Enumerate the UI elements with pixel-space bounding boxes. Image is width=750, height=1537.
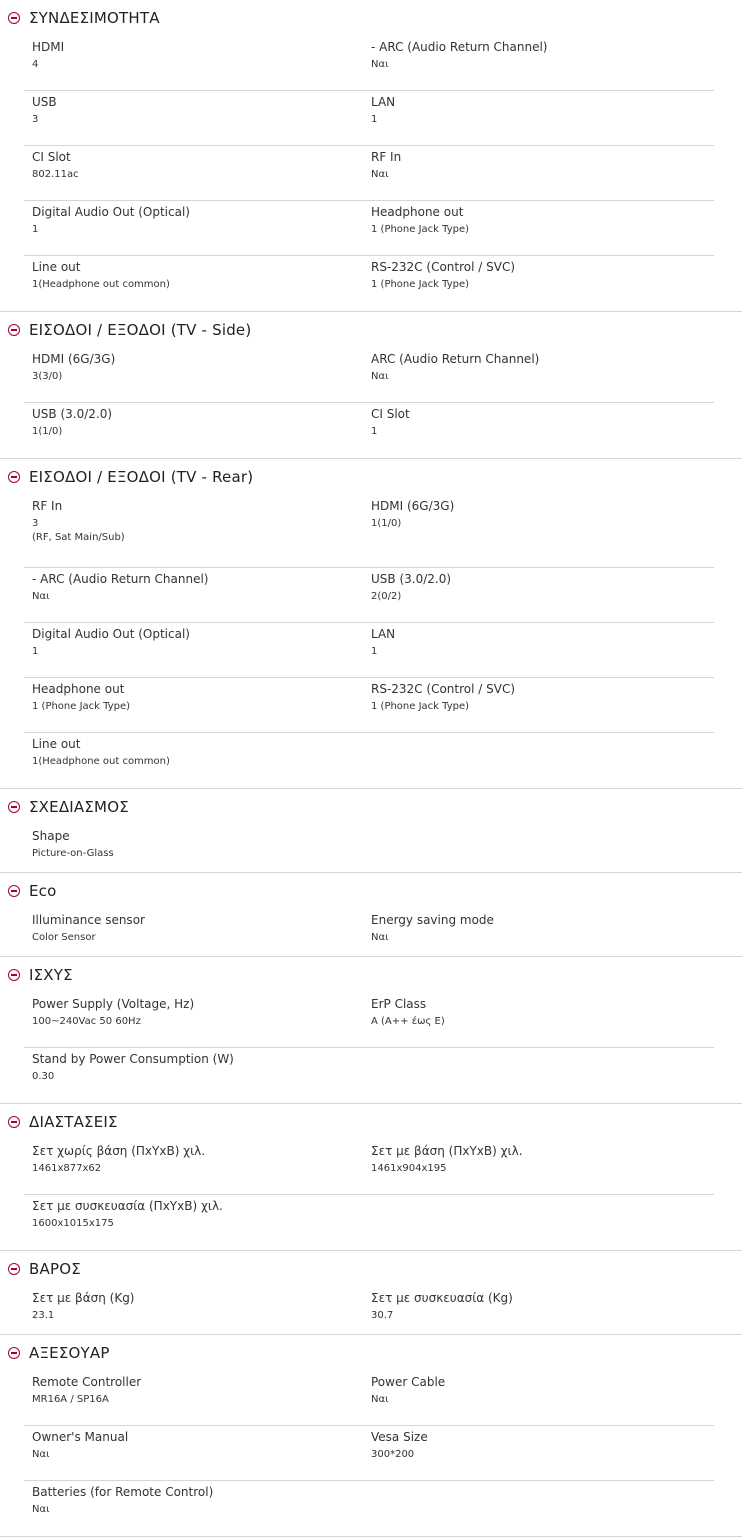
spec-value: 100~240Vac 50 60Hz bbox=[32, 1016, 141, 1027]
spec-label: Digital Audio Out (Optical) bbox=[32, 205, 190, 219]
spec-value: 23.1 bbox=[32, 1310, 55, 1321]
spec-label: Σετ με συσκευασία (ΠxΥxΒ) χιλ. bbox=[32, 1199, 223, 1213]
spec-item bbox=[24, 568, 363, 622]
spec-item bbox=[363, 256, 702, 311]
spec-row bbox=[24, 146, 714, 201]
spec-value: 1 bbox=[371, 426, 378, 437]
spec-item bbox=[24, 146, 363, 200]
spec-item bbox=[24, 201, 363, 255]
spec-label: Illuminance sensor bbox=[32, 913, 145, 927]
minus-circle-icon[interactable] bbox=[8, 969, 20, 981]
spec-value: 3 bbox=[32, 114, 39, 125]
spec-value: 1461x877x62 bbox=[32, 1163, 102, 1174]
section-header[interactable] bbox=[0, 0, 742, 36]
spec-row bbox=[24, 993, 714, 1048]
spec-item-empty bbox=[363, 733, 702, 788]
spec-item bbox=[24, 36, 363, 90]
spec-label: Headphone out bbox=[371, 205, 464, 219]
spec-item bbox=[363, 403, 702, 458]
spec-label: HDMI bbox=[32, 40, 65, 54]
minus-circle-icon[interactable] bbox=[8, 1347, 20, 1359]
spec-item bbox=[24, 91, 363, 145]
spec-label: Power Supply (Voltage, Hz) bbox=[32, 997, 195, 1011]
spec-item bbox=[363, 348, 702, 402]
spec-row bbox=[24, 1426, 714, 1481]
section-title: ΕΙΣΟΔΟΙ / ΕΞΟΔΟΙ (TV - Rear) bbox=[29, 468, 254, 486]
spec-label: LAN bbox=[371, 627, 396, 641]
spec-row bbox=[24, 1048, 714, 1103]
spec-label: Batteries (for Remote Control) bbox=[32, 1485, 214, 1499]
section-header[interactable] bbox=[0, 1335, 742, 1371]
spec-value: Ναι bbox=[371, 371, 389, 382]
spec-rows bbox=[0, 825, 742, 872]
spec-item-empty bbox=[363, 1481, 702, 1536]
spec-value: 1 bbox=[371, 646, 378, 657]
section-header[interactable] bbox=[0, 312, 742, 348]
spec-item bbox=[24, 1195, 363, 1250]
spec-value: 30.7 bbox=[371, 1310, 394, 1321]
spec-row bbox=[24, 678, 714, 733]
spec-label: Owner's Manual bbox=[32, 1430, 129, 1444]
spec-label: CI Slot bbox=[32, 150, 71, 164]
spec-section bbox=[0, 1104, 742, 1251]
spec-row bbox=[24, 1195, 714, 1250]
spec-label: RF In bbox=[371, 150, 402, 164]
spec-item bbox=[363, 568, 702, 622]
spec-rows bbox=[0, 348, 742, 458]
spec-label: Energy saving mode bbox=[371, 913, 494, 927]
spec-value: 1(Headphone out common) bbox=[32, 279, 170, 290]
spec-value: 1 (Phone Jack Type) bbox=[371, 224, 470, 235]
spec-item bbox=[363, 495, 702, 567]
spec-label: RS-232C (Control / SVC) bbox=[371, 682, 515, 696]
spec-label: LAN bbox=[371, 95, 396, 109]
spec-row bbox=[24, 1371, 714, 1426]
section-title: ΙΣΧΥΣ bbox=[29, 966, 73, 984]
spec-row bbox=[24, 495, 714, 568]
spec-label: HDMI (6G/3G) bbox=[32, 352, 116, 366]
spec-label: - ARC (Audio Return Channel) bbox=[32, 572, 209, 586]
spec-item bbox=[24, 623, 363, 677]
spec-label: - ARC (Audio Return Channel) bbox=[371, 40, 548, 54]
spec-item bbox=[363, 909, 702, 956]
spec-rows bbox=[0, 993, 742, 1103]
spec-item-empty bbox=[363, 1048, 702, 1103]
minus-circle-icon[interactable] bbox=[8, 1116, 20, 1128]
spec-value: 3(3/0) bbox=[32, 371, 63, 382]
spec-label: Stand by Power Consumption (W) bbox=[32, 1052, 234, 1066]
spec-value: Ναι bbox=[371, 169, 389, 180]
section-title: ΣΧΕΔΙΑΣΜΟΣ bbox=[29, 798, 129, 816]
spec-section bbox=[0, 1251, 742, 1335]
spec-value: 2(0/2) bbox=[371, 591, 402, 602]
spec-rows bbox=[0, 1140, 742, 1250]
spec-value: Ναι bbox=[371, 59, 389, 70]
spec-section bbox=[0, 873, 742, 957]
spec-rows bbox=[0, 1371, 742, 1536]
minus-circle-icon[interactable] bbox=[8, 471, 20, 483]
section-header[interactable] bbox=[0, 957, 742, 993]
spec-label: Power Cable bbox=[371, 1375, 446, 1389]
spec-item bbox=[24, 495, 363, 567]
spec-value: 802.11ac bbox=[32, 169, 79, 180]
spec-row bbox=[24, 1481, 714, 1536]
section-title: ΒΑΡΟΣ bbox=[29, 1260, 81, 1278]
spec-value: Color Sensor bbox=[32, 932, 96, 943]
spec-label: Remote Controller bbox=[32, 1375, 142, 1389]
spec-value: 300*200 bbox=[371, 1449, 415, 1460]
spec-row bbox=[24, 348, 714, 403]
spec-item-empty bbox=[363, 825, 702, 872]
spec-value: Ναι bbox=[32, 1504, 50, 1515]
spec-label: Headphone out bbox=[32, 682, 125, 696]
spec-section bbox=[0, 0, 742, 312]
spec-row bbox=[24, 909, 714, 956]
spec-row bbox=[24, 403, 714, 458]
spec-item bbox=[24, 909, 363, 956]
spec-item bbox=[24, 348, 363, 402]
spec-row bbox=[24, 1140, 714, 1195]
spec-section bbox=[0, 312, 742, 459]
spec-section bbox=[0, 1335, 742, 1537]
spec-item bbox=[363, 993, 702, 1047]
section-title: ΣΥΝΔΕΣΙΜΟΤΗΤΑ bbox=[29, 9, 160, 27]
spec-value: Ναι bbox=[371, 1394, 389, 1405]
section-header[interactable] bbox=[0, 1251, 742, 1287]
spec-value: 1600x1015x175 bbox=[32, 1218, 114, 1229]
spec-label: Digital Audio Out (Optical) bbox=[32, 627, 190, 641]
spec-label: Σετ με βάση (ΠxΥxΒ) χιλ. bbox=[371, 1144, 523, 1158]
spec-label: CI Slot bbox=[371, 407, 410, 421]
spec-section bbox=[0, 957, 742, 1104]
spec-item bbox=[24, 993, 363, 1047]
spec-value: 1 bbox=[32, 646, 39, 657]
section-header[interactable] bbox=[0, 459, 742, 495]
spec-row bbox=[24, 1287, 714, 1334]
spec-item bbox=[24, 825, 363, 872]
spec-item bbox=[24, 1371, 363, 1425]
spec-label: Σετ χωρίς βάση (ΠxΥxΒ) χιλ. bbox=[32, 1144, 206, 1158]
spec-item bbox=[363, 1426, 702, 1480]
spec-value: 1 (Phone Jack Type) bbox=[32, 701, 131, 712]
spec-item bbox=[24, 1481, 363, 1536]
spec-item bbox=[363, 201, 702, 255]
section-header[interactable] bbox=[0, 789, 742, 825]
spec-value: 1 (Phone Jack Type) bbox=[371, 701, 470, 712]
minus-circle-icon[interactable] bbox=[8, 885, 20, 897]
minus-circle-icon[interactable] bbox=[8, 324, 20, 336]
spec-row bbox=[24, 256, 714, 311]
spec-rows bbox=[0, 1287, 742, 1334]
spec-label: Line out bbox=[32, 737, 81, 751]
spec-section bbox=[0, 789, 742, 873]
spec-item bbox=[363, 1287, 702, 1334]
spec-label: ErP Class bbox=[371, 997, 427, 1011]
spec-row bbox=[24, 623, 714, 678]
spec-rows bbox=[0, 36, 742, 311]
section-title: ΑΞΕΣΟΥΑΡ bbox=[29, 1344, 110, 1362]
spec-row bbox=[24, 825, 714, 872]
spec-item bbox=[363, 91, 702, 145]
spec-label: USB (3.0/2.0) bbox=[32, 407, 113, 421]
spec-label: RS-232C (Control / SVC) bbox=[371, 260, 515, 274]
section-header[interactable] bbox=[0, 873, 742, 909]
section-title: ΕΙΣΟΔΟΙ / ΕΞΟΔΟΙ (TV - Side) bbox=[29, 321, 252, 339]
spec-label: Shape bbox=[32, 829, 70, 843]
spec-item bbox=[24, 1287, 363, 1334]
spec-value: 4 bbox=[32, 59, 39, 70]
spec-value: Picture-on-Glass bbox=[32, 848, 114, 859]
spec-item bbox=[363, 36, 702, 90]
spec-item bbox=[24, 1140, 363, 1194]
spec-item bbox=[363, 1140, 702, 1194]
spec-label: Σετ με βάση (Kg) bbox=[32, 1291, 135, 1305]
minus-circle-icon[interactable] bbox=[8, 801, 20, 813]
spec-item bbox=[24, 733, 363, 788]
spec-item bbox=[24, 403, 363, 458]
spec-label: RF In bbox=[32, 499, 63, 513]
section-header[interactable] bbox=[0, 1104, 742, 1140]
spec-label: ARC (Audio Return Channel) bbox=[371, 352, 540, 366]
spec-item bbox=[363, 1371, 702, 1425]
spec-item bbox=[363, 623, 702, 677]
spec-value: 1(1/0) bbox=[371, 518, 402, 529]
minus-circle-icon[interactable] bbox=[8, 1263, 20, 1275]
spec-item bbox=[24, 1426, 363, 1480]
spec-item bbox=[363, 146, 702, 200]
spec-value: Ναι bbox=[371, 932, 389, 943]
spec-value: 3 (RF, Sat Main/Sub) bbox=[32, 518, 125, 543]
spec-label: USB bbox=[32, 95, 57, 109]
spec-value: MR16A / SP16A bbox=[32, 1394, 109, 1405]
section-title: Eco bbox=[29, 882, 57, 900]
spec-row bbox=[24, 201, 714, 256]
spec-label: HDMI (6G/3G) bbox=[371, 499, 455, 513]
spec-item bbox=[24, 256, 363, 311]
spec-value: 1 bbox=[371, 114, 378, 125]
spec-value: Ναι bbox=[32, 591, 50, 602]
spec-row bbox=[24, 91, 714, 146]
spec-label: Vesa Size bbox=[371, 1430, 428, 1444]
spec-value: 1461x904x195 bbox=[371, 1163, 447, 1174]
spec-label: Σετ με συσκευασία (Kg) bbox=[371, 1291, 513, 1305]
spec-rows bbox=[0, 495, 742, 788]
spec-item bbox=[363, 678, 702, 732]
spec-item-empty bbox=[363, 1195, 702, 1250]
section-title: ΔΙΑΣΤΑΣΕΙΣ bbox=[29, 1113, 118, 1131]
spec-value: Ναι bbox=[32, 1449, 50, 1460]
spec-row bbox=[24, 568, 714, 623]
spec-label: Line out bbox=[32, 260, 81, 274]
spec-value: A (A++ έως E) bbox=[371, 1016, 445, 1027]
spec-row bbox=[24, 733, 714, 788]
spec-value: 1(Headphone out common) bbox=[32, 756, 170, 767]
spec-value: 1 bbox=[32, 224, 39, 235]
spec-row bbox=[24, 36, 714, 91]
spec-section bbox=[0, 459, 742, 789]
spec-label: USB (3.0/2.0) bbox=[371, 572, 452, 586]
minus-circle-icon[interactable] bbox=[8, 12, 20, 24]
spec-item bbox=[24, 1048, 363, 1103]
spec-value: 1 (Phone Jack Type) bbox=[371, 279, 470, 290]
spec-item bbox=[24, 678, 363, 732]
spec-value: 1(1/0) bbox=[32, 426, 63, 437]
spec-rows bbox=[0, 909, 742, 956]
spec-value: 0.30 bbox=[32, 1071, 55, 1082]
